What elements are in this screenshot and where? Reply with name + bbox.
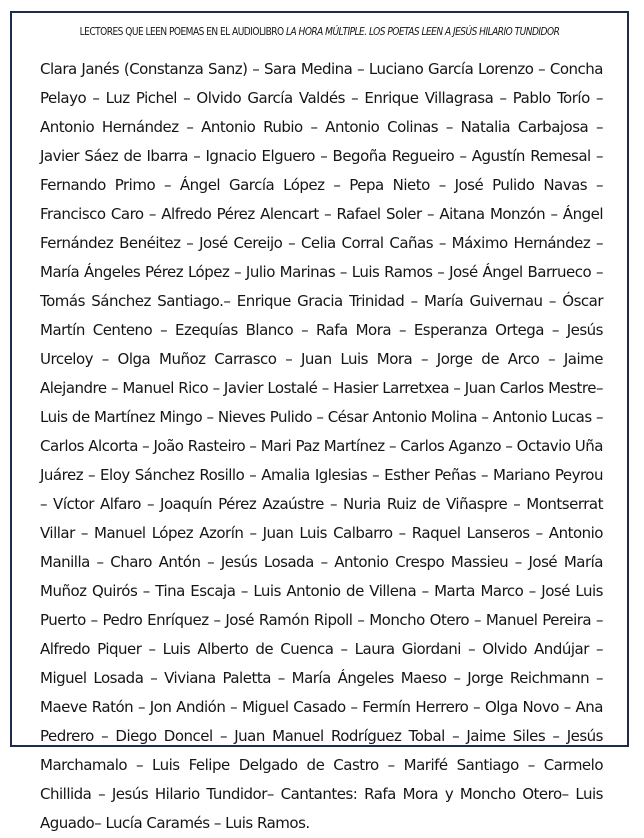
heading-audiobook-title: LA HORA MÚLTIPLE. LOS POETAS LEEN A JESÚS HILARIO TUNDIDOR bbox=[286, 26, 560, 38]
document-frame bbox=[10, 11, 629, 832]
page-heading bbox=[55, 26, 584, 38]
readers-list: Clara Janés (Constanza Sanz) – Sara Medina – Luciano García Lorenzo – Concha Pelayo – Luz Pichel – Olvido García Valdés – Enrique Villagrasa – Pablo Torío – Antonio Hernández – Antonio Rubio – Antonio Colinas – Natalia Carbajosa – Javier Sáez de Ibarra – Ignacio Elguero – Begoña Regueiro – Agustín Remesal – Fernando Primo – Ángel García López – Pepa Nieto – José Pulido Navas – Francisco Caro – Alfredo Pérez Alencart – Rafael Soler – Aitana Monzón – Ángel Fernández Benéitez – José Cereijo – Celia Corral Cañas – Máximo Hernández – María Ángeles Pérez López – Julio Marinas – Luis Ramos – José Ángel Barrueco – Tomás Sánchez Santiago.– Enrique Gracia Trinidad – María Guivernau – Óscar Martín Centeno – Ezequías Blanco – Rafa Mora – Esperanza Ortega – Jesús Urceloy – Olga Muñoz Carrasco – Juan Luis Mora – Jorge de Arco – Jaime Alejandre – Manuel Rico – Javier Lostalé – Hasier Larretxea – Juan Carlos Mestre– Luis de Martínez Mingo – Nieves Pulido – César Antonio Molina – Antonio Lucas – Carlos Alcorta – João Rasteiro – Mari Paz Martínez – Carlos Aganzo – Octavio Uña Juárez – Eloy Sánchez Rosillo – Amalia Iglesias – Esther Peñas – Mariano Peyrou – Víctor Alfaro – Joaquín Pérez Azaústre – Nuria Ruiz de Viñaspre – Montserrat Villar – Manuel López Azorín – Juan Luis Calbarro – Raquel Lanseros – Antonio Manilla – Charo Antón – Jesús Losada – Antonio Crespo Massieu – José María Muñoz Quirós – Tina Escaja – Luis Antonio de Villena – Marta Marco – José Luis Puerto – Pedro Enríquez – José Ramón Ripoll – Moncho Otero – Manuel Pereira –Alfredo Piquer – Luis Alberto de Cuenca – Laura Giordani – Olvido Andújar – Miguel Losada – Viviana Paletta – María Ángeles Maeso – Jorge Reichmann – Maeve Ratón – Jon Andión – Miguel Casado – Fermín Herrero – Olga Novo – Ana Pedrero – Diego Doncel – Juan Manuel Rodríguez Tobal – Jaime Siles – Jesús Marchamalo – Luis Felipe Delgado de Castro – Marifé Santiago – Carmelo Chillida – Jesús Hilario Tundidor– Cantantes: Rafa Mora y Moncho Otero– Luis Aguado– Lucía Caramés – Luis Ramos. bbox=[40, 60, 603, 832]
heading-prefix: LECTORES QUE LEEN POEMAS EN EL AUDIOLIBRO bbox=[79, 26, 287, 38]
